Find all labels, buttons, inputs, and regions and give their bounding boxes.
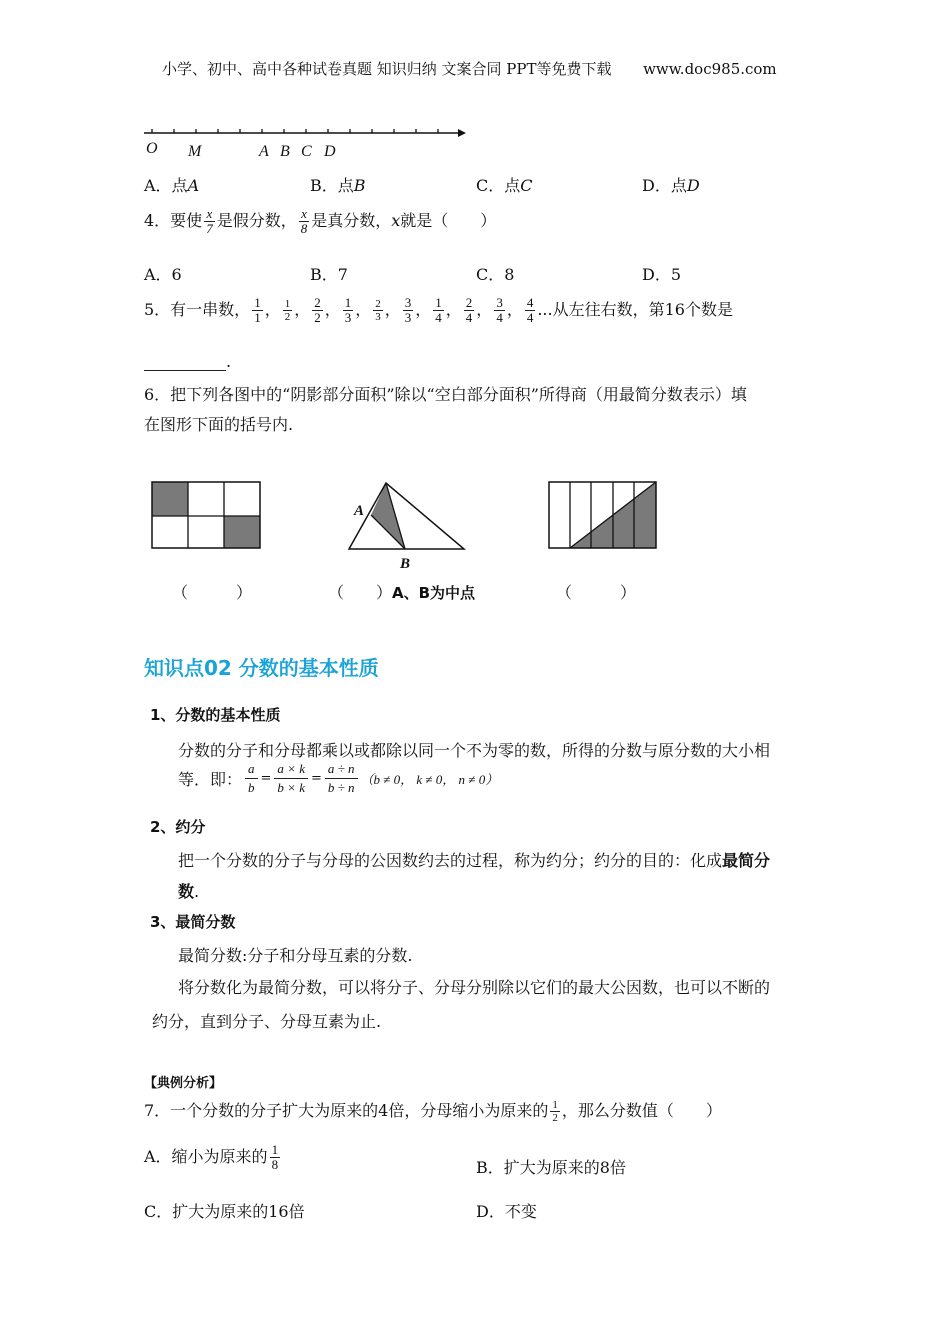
q5-stem: 5．有一串数， $\frac{1}{1}$ ， $\frac{1}{2}$ ， $\frac{2}{2}$ ， $\frac{1}{3}$ ， $\frac{2}{3}$ ， $\frac{3}{3}$ ， $\frac{1}{4}$ ， $\frac{2}{4}$ ， $\frac{3}{4}$ ， $\frac{4}{4}$ ...从左往右数，第16个数是 <box>144 295 733 325</box>
label-o: O <box>146 140 158 157</box>
q7-option-c[interactable]: C．扩大为原来的16倍 <box>144 1202 305 1221</box>
q4-frac2: $\frac{x}{8}$ <box>300 206 308 236</box>
q5-answer-blank[interactable]: . <box>144 352 231 371</box>
figure-grid <box>150 480 264 552</box>
example-label: 【典例分析】 <box>144 1076 223 1091</box>
formula-line: 等．即： $\frac{a}{b}$ = $\frac{a \times k}{b \times k}$ = $\frac{a \div n}{b \div n}$ （b ≠ 0， k ≠ 0， n ≠ 0） <box>178 761 499 795</box>
q3-option-a[interactable]: A．点A <box>144 176 200 195</box>
q3-option-d[interactable]: D．点D <box>642 176 700 195</box>
figure2-answer[interactable]: （ ）A、B为中点 <box>328 583 476 602</box>
figure3-answer[interactable]: （ ） <box>556 583 637 602</box>
q4-option-b[interactable]: B．7 <box>310 265 348 284</box>
q6-line1: 6．把下列各图中的“阴影部分面积”除以“空白部分面积”所得商（用最简分数表示）填 <box>144 385 747 404</box>
q3-option-c[interactable]: C．点C <box>476 176 533 195</box>
q7-option-d[interactable]: D．不变 <box>476 1202 537 1221</box>
subsection-3-text2: 将分数化为最简分数，可以将分子、分母分别除以它们的最大公因数，也可以不断的 <box>178 978 771 997</box>
label-b: B <box>280 143 290 160</box>
q4-stem: 4．要使 $\frac{x}{7}$ 是假分数， $\frac{x}{8}$ 是真分数，x就是（ ） <box>144 206 497 236</box>
subsection-3-text3: 约分，直到分子、分母互素为止. <box>152 1012 382 1031</box>
label-m: M <box>188 143 202 160</box>
midpoint-note: A、B为中点 <box>392 584 476 602</box>
subsection-3-title: 3、最简分数 <box>150 913 236 931</box>
q7-stem: 7．一个分数的分子扩大为原来的4倍，分母缩小为原来的 $\frac{1}{2}$ ，那么分数值（ ） <box>144 1099 722 1124</box>
subsection-2-text-end: 数. <box>178 882 200 901</box>
q7-option-a[interactable]: A．缩小为原来的 $\frac{1}{8}$ <box>144 1142 279 1172</box>
label-a: A <box>259 143 269 160</box>
figure-strips <box>546 480 662 552</box>
figure-triangle <box>340 476 470 571</box>
page-header <box>162 58 777 79</box>
label-d: D <box>324 143 336 160</box>
subsection-2-text: 把一个分数的分子与分母的公因数约去的过程，称为约分；约分的目的：化成最简分 <box>178 851 771 870</box>
label-c: C <box>301 143 312 160</box>
subsection-1-title: 1、分数的基本性质 <box>150 706 281 724</box>
subsection-1-text: 分数的分子和分母都乘以或都除以同一个不为零的数，所得的分数与原分数的大小相 <box>178 741 771 760</box>
header-url[interactable]: www.doc985.com <box>643 60 777 78</box>
q7-option-b[interactable]: B．扩大为原来的8倍 <box>476 1158 626 1177</box>
header-text: 小学、初中、高中各种试卷真题 知识归纳 文案合同 PPT等免费下载 <box>162 60 612 78</box>
section-title: 知识点02 分数的基本性质 <box>144 656 379 680</box>
q3-option-b[interactable]: B．点B <box>310 176 366 195</box>
q4-option-d[interactable]: D．5 <box>642 265 682 284</box>
number-line <box>140 120 480 165</box>
figure1-answer[interactable]: （ ） <box>172 583 253 602</box>
triangle-label-b: B <box>400 556 411 571</box>
q4-frac1: $\frac{x}{7}$ <box>206 206 213 236</box>
q6-line2: 在图形下面的括号内. <box>144 415 294 434</box>
subsection-3-text1: 最简分数:分子和分母互素的分数. <box>178 946 413 965</box>
q4-option-a[interactable]: A．6 <box>144 265 182 284</box>
q4-option-c[interactable]: C．8 <box>476 265 515 284</box>
triangle-label-a: A <box>354 503 365 519</box>
subsection-2-title: 2、约分 <box>150 818 206 836</box>
